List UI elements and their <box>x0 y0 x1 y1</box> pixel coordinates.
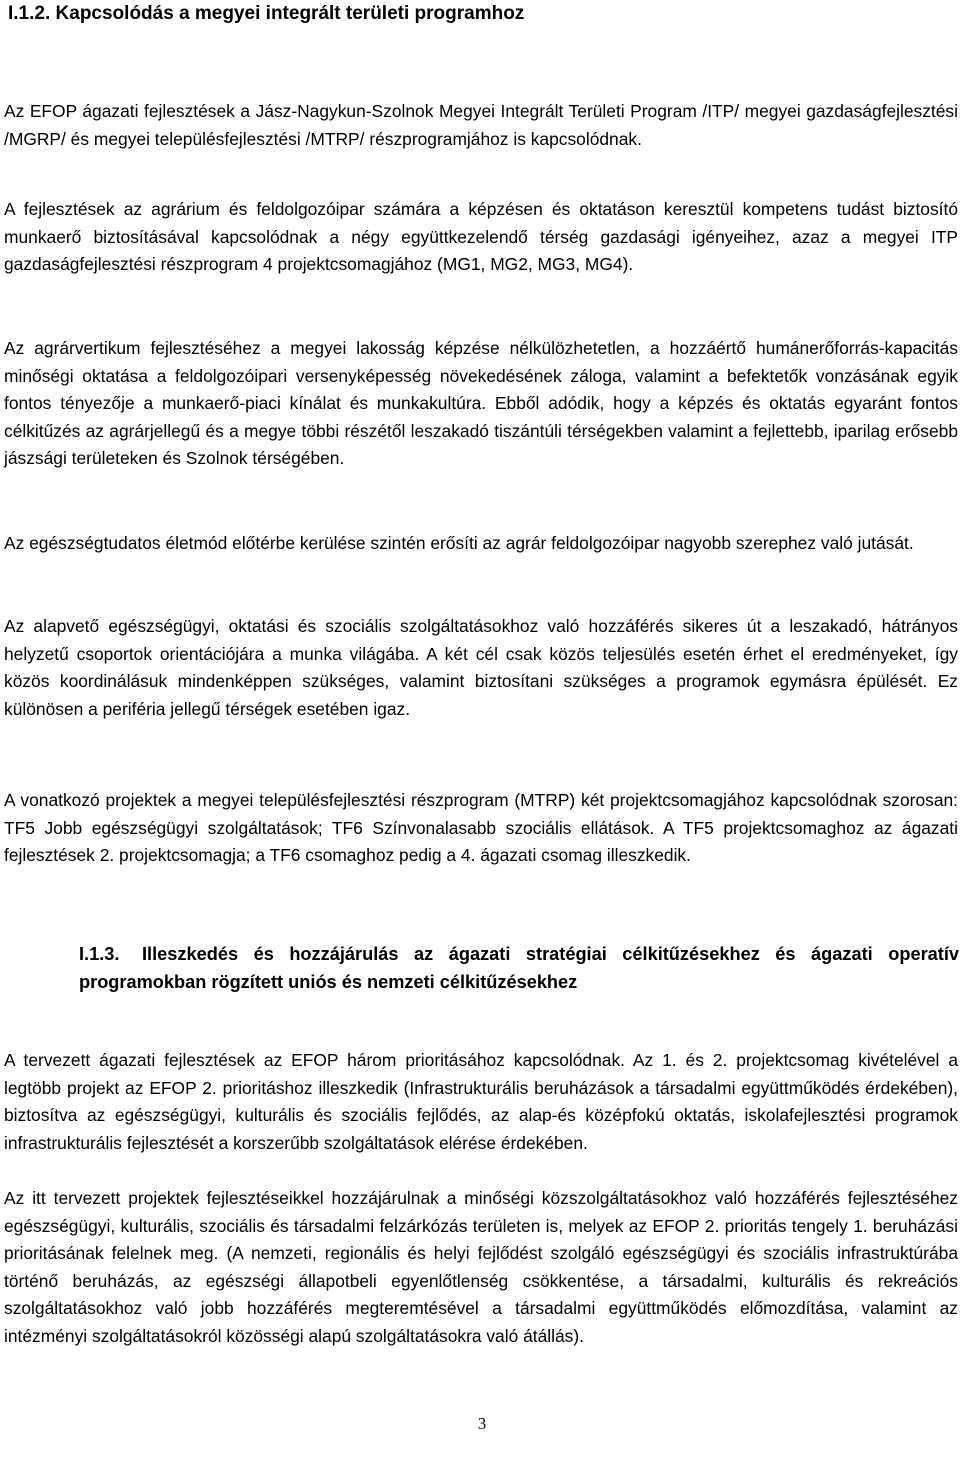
section-heading-i-1-3 <box>79 940 959 996</box>
section-number: I.1.3. <box>79 944 120 964</box>
section-number: I.1.2. <box>8 3 51 24</box>
section-title: Kapcsolódás a megyei integrált területi programhoz <box>55 3 525 24</box>
page-number: 3 <box>477 1414 487 1433</box>
paragraph: Az EFOP ágazati fejlesztések a Jász-Nagykun-Szolnok Megyei Integrált Területi Program /ITP/ megyei gazdaságfejlesztési /MGRP/ és megyei településfejlesztési /MTRP/ részprogramjához is kapcsolódnak. <box>4 101 958 149</box>
paragraph: Az itt tervezett projektek fejlesztéseikkel hozzájárulnak a minőségi közszolgáltatásokhoz való hozzáférés fejlesztéséhez egészségügyi, kulturális, szociális és társadalmi felzárkózás területen is, melyek az EFOP 2. prioritás tengely 1. beruházási prioritásának felelnek meg. (A nemzeti, regionális és helyi fejlődést szolgáló egészségügyi és szociális infrastruktúrába történő beruházás, az egészségi állapotbeli egyenlőtlenség csökkentése, a társadalmi, kulturális és rekreációs szolgáltatásokhoz való jobb hozzáférés megteremtésével a társadalmi együttműködés előmozdítása, valamint az intézményi szolgáltatásokról közösségi alapú szolgáltatásokra való átállás). <box>4 1188 958 1346</box>
section-title: Illeszkedés és hozzájárulás az ágazati stratégiai célkitűzésekhez és ágazati operatív programokban rögzített uniós és nemzeti célkitűzésekhez <box>79 944 959 992</box>
paragraph: A vonatkozó projektek a megyei településfejlesztési részprogram (MTRP) két projektcsomagjához kapcsolódnak szorosan: TF5 Jobb egészségügyi szolgáltatások; TF6 Színvonalasabb szociális ellátások. A TF5 projektcsomaghoz az ágazati fejlesztések 2. projektcsomagja; a TF6 csomaghoz pedig a 4. ágazati csomag illeszkedik. <box>4 790 958 866</box>
paragraph: Az alapvető egészségügyi, oktatási és szociális szolgáltatásokhoz való hozzáférés sikeres út a leszakadó, hátrányos helyzetű csoportok orientációjára a munka világába. A két cél csak közös teljesülés esetén érhet el eredményeket, így közös koordinálásuk mindenképpen szükséges, valamint biztosítani szükséges a programok egymásra épülését. Ez különösen a periféria jellegű térségek esetében igaz. <box>4 616 958 719</box>
paragraph: A fejlesztések az agrárium és feldolgozóipar számára a képzésen és oktatáson keresztül kompetens tudást biztosító munkaerő biztosításával kapcsolódnak a négy együttkezelendő térség gazdasági igényeihez, azaz a megyei ITP gazdaságfejlesztési részprogram 4 projektcsomagjához (MG1, MG2, MG3, MG4). <box>4 199 958 275</box>
paragraph: A tervezett ágazati fejlesztések az EFOP három prioritásához kapcsolódnak. Az 1. és 2. projektcsomag kivételével a legtöbb projekt az EFOP 2. prioritáshoz illeszkedik (Infrastrukturális beruházások a társadalmi együttműködés érdekében), biztosítva az egészségügyi, kulturális és szociális fejlődés, az alap-és középfokú oktatás, iskolafejlesztési programok infrastrukturális fejlesztését a korszerűbb szolgáltatások elérése érdekében. <box>4 1050 958 1153</box>
section-heading-i-1-2 <box>8 3 948 25</box>
paragraph: Az agrárvertikum fejlesztéséhez a megyei lakosság képzése nélkülözhetetlen, a hozzáértő humánerőforrás-kapacitás minőségi oktatása a feldolgozóipari versenyképesség növekedésének záloga, valamint a befektetők vonzásának egyik fontos tényezője a munkaerő-piaci kínálat és munkakultúra. Ebből adódik, hogy a képzés és oktatás egyaránt fontos célkitűzés az agrárjellegű és a megye többi részétől leszakadó tiszántúli térségekben valamint a fejlettebb, iparilag erősebb jászsági területeken és Szolnok térségében. <box>4 338 958 469</box>
paragraph: Az egészségtudatos életmód előtérbe kerülése szintén erősíti az agrár feldolgozóipar nagyobb szerephez való jutását. <box>4 533 914 553</box>
